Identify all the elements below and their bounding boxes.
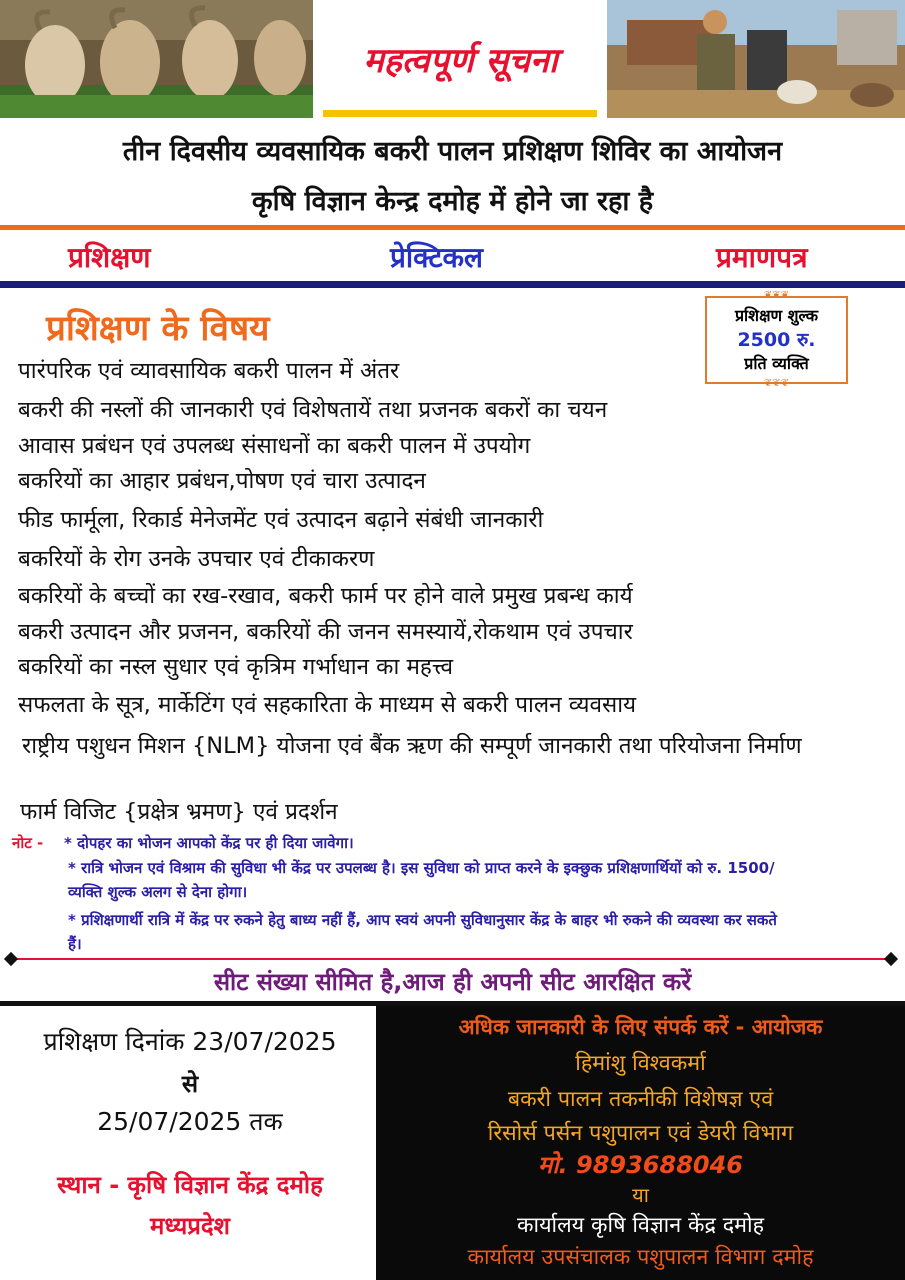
topic-item: बकरी की नस्लों की जानकारी एवं विशेषतायें तथा प्रजनक बकरों का चयन <box>18 397 608 423</box>
ornament-icon: ❦❦❦ <box>763 290 790 301</box>
topic-item: बकरियों का नस्ल सुधार एवं कृत्रिम गर्भाधान का महत्त्व <box>18 654 454 680</box>
fee-amount: 2500 रु. <box>737 329 816 351</box>
topic-item: आवास प्रबंधन एवं उपलब्ध संसाधनों का बकरी पालन में उपयोग <box>18 433 531 459</box>
headline-line-2: कृषि विज्ञान केन्द्र दमोह में होने जा रहा है <box>251 186 654 217</box>
seat-message: सीट संख्या सीमित है,आज ही अपनी सीट आरक्षित करें <box>213 968 692 996</box>
topic-item: बकरी उत्पादन और प्रजनन, बकरियों की जनन समस्यायें,रोकथाम एवं उपचार <box>18 619 633 645</box>
pillar-training: प्रशिक्षण <box>68 241 151 274</box>
red-divider <box>12 958 894 960</box>
contact-name: हिमांशु विश्वकर्मा <box>575 1051 706 1076</box>
topic-item: सफलता के सूत्र, मार्केटिंग एवं सहकारिता के माध्यम से बकरी पालन व्यवसाय <box>18 692 637 718</box>
headline-line-1: तीन दिवसीय व्यवसायिक बकरी पालन प्रशिक्षण शिविर का आयोजन <box>122 136 783 167</box>
pillar-certificate: प्रमाणपत्र <box>716 241 808 274</box>
training-date-to: से <box>181 1070 199 1098</box>
orange-divider <box>0 225 905 230</box>
fee-box <box>705 290 848 389</box>
topic-item: फार्म विजिट {प्रक्षेत्र भ्रमण} एवं प्रदर्शन <box>20 799 338 825</box>
diamond-icon <box>884 952 898 966</box>
contact-block <box>376 1006 905 1280</box>
contact-role: बकरी पालन तकनीकी विशेषज्ञ एवं <box>507 1087 774 1112</box>
topic-item: राष्ट्रीय पशुधन मिशन {NLM} योजना एवं बैंक ऋण की सम्पूर्ण जानकारी तथा परियोजना निर्माण <box>22 733 802 759</box>
note-label: नोट - <box>12 834 44 852</box>
notice-title: महत्वपूर्ण सूचना <box>363 41 558 81</box>
farmer-photo <box>607 0 905 118</box>
topic-item: पारंपरिक एवं व्यावसायिक बकरी पालन में अंतर <box>18 358 400 384</box>
diamond-icon <box>4 952 18 966</box>
training-date-start: प्रशिक्षण दिनांक 23/07/2025 <box>43 1027 337 1056</box>
venue-state: मध्यप्रदेश <box>149 1212 231 1240</box>
ornament-icon: ❦❦❦ <box>763 378 790 389</box>
schedule-block <box>0 1006 380 1280</box>
contact-role: रिसोर्स पर्सन पशुपालन एवं डेयरी विभाग <box>487 1121 794 1146</box>
fee-label: प्रशिक्षण शुल्क <box>734 306 819 325</box>
goats-photo <box>0 0 313 118</box>
topic-item: बकरियों के बच्चों का रख-रखाव, बकरी फार्म पर होने वाले प्रमुख प्रबन्ध कार्य <box>18 583 633 609</box>
topic-item: बकरियों का आहार प्रबंधन,पोषण एवं चारा उत्पादन <box>18 468 426 494</box>
contact-phone[interactable]: मो. 9893688046 <box>537 1151 744 1179</box>
topics-heading: प्रशिक्षण के विषय <box>46 309 270 349</box>
navy-divider <box>0 281 905 288</box>
venue-line: स्थान - कृषि विज्ञान केंद्र दमोह <box>57 1171 323 1199</box>
contact-office: कार्यालय उपसंचालक पशुपालन विभाग दमोह <box>467 1245 814 1270</box>
note-item: * प्रशिक्षणार्थी रात्रि में केंद्र पर रुकने हेतु बाध्य नहीं हैं, आप स्वयं अपनी सुविधानुसार केंद्र के बाहर भी रुकने की व्यवस्था कर सकते हैं। <box>68 911 777 953</box>
training-date-end: 25/07/2025 तक <box>97 1107 283 1136</box>
title-underline <box>323 110 597 117</box>
pillar-practical: प्रेक्टिकल <box>390 241 484 274</box>
contact-office: कार्यालय कृषि विज्ञान केंद्र दमोह <box>516 1213 764 1238</box>
note-item: * दोपहर का भोजन आपको केंद्र पर ही दिया जावेगा। <box>64 834 354 852</box>
contact-or: या <box>632 1183 649 1207</box>
contact-heading: अधिक जानकारी के लिए संपर्क करें - आयोजक <box>458 1015 823 1039</box>
topic-item: फीड फार्मूला, रिकार्ड मेनेजमेंट एवं उत्पादन बढ़ाने संबंधी जानकारी <box>18 507 544 533</box>
note-item: * रात्रि भोजन एवं विश्राम की सुविधा भी केंद्र पर उपलब्ध है। इस सुविधा को प्राप्त करने के इक्छुक प्रशिक्षणार्थियों को रु. 1500/ व्यक्ति शुल्क अलग से देना होगा। <box>68 859 775 901</box>
fee-unit: प्रति व्यक्ति <box>744 354 809 373</box>
topic-item: बकरियों के रोग उनके उपचार एवं टीकाकरण <box>18 546 375 572</box>
